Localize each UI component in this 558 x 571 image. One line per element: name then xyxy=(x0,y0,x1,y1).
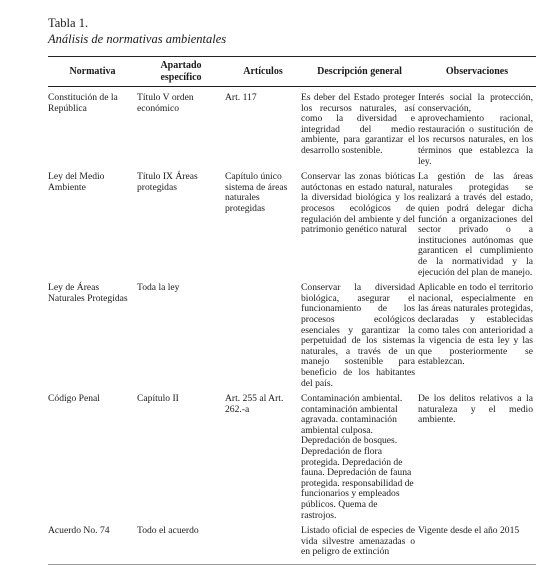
cell-articulos: Capítulo único sistema de áreas naturales protegidas xyxy=(225,171,288,214)
table-caption-number: Tabla 1. xyxy=(48,16,89,30)
cell-observaciones: La gestión de las áreas naturales protegidas se realizará a través del estado, quien podrá delegar dicha función a organizaciones del sector privado o a instituciones autónomas que garanticen el cumplimiento de la normatividad y la ejecución del plan de manejo. xyxy=(418,171,533,278)
header-observaciones: Observaciones xyxy=(418,57,536,87)
cell-apartado: Todo el acuerdo xyxy=(137,521,225,564)
cell-observaciones: Vigente desde el año 2015 xyxy=(418,521,536,564)
cell-descripcion: Listado oficial de especies de vida silvestre amenazadas o en peligro de extinción xyxy=(301,521,418,564)
cell-apartado: Título V orden económico xyxy=(137,92,194,114)
normativas-table xyxy=(48,56,536,565)
cell-normativa: Constitución de la República xyxy=(48,92,118,114)
cell-normativa: Ley de Áreas Naturales Protegidas xyxy=(48,282,128,304)
table-row xyxy=(48,521,536,564)
cell-normativa: Ley del Medio Ambiente xyxy=(48,171,105,193)
cell-apartado: Capítulo II xyxy=(137,393,179,405)
cell-descripcion: Conservar la diversidad biológica, asegurar el funcionamiento de los procesos ecológicos esenciales y garantizar la perpetuidad de los sistemas naturales, a través de un manejo sostenible para beneficio de los habitantes del país. xyxy=(301,282,415,389)
header-descripcion: Descripción general xyxy=(301,57,418,87)
cell-descripcion: Conservar las zonas bióticas autóctonas en estado natural, la diversidad biológica y los procesos ecológicos de regulación del ambiente y del patrimonio genético natural xyxy=(301,171,415,236)
header-articulos: Artículos xyxy=(225,57,301,87)
cell-normativa: Código Penal xyxy=(48,393,100,405)
cell-descripcion: Contaminación ambiental. contaminación ambiental agravada. contaminación ambiental culposa. Depredación de bosques. Depredación de flora protegida. Depredación de fauna. Depredación de fauna protegida. responsabilidad de funcionarios y empleados públicos. Quema de rastrojos. xyxy=(301,393,414,521)
cell-apartado: Título IX Áreas protegidas xyxy=(137,171,198,193)
cell-observaciones: Interés social la protección, conservación, aprovechamiento racional, restauración o sustitución de los recursos naturales, en los términos que establezca la ley. xyxy=(418,92,533,167)
header-normativa: Normativa xyxy=(48,57,137,87)
table-row xyxy=(48,87,536,168)
header-apartado: Apartado específico xyxy=(137,57,225,87)
cell-articulos: Art. 117 xyxy=(225,92,257,103)
cell-articulos xyxy=(225,278,301,389)
cell-descripcion: Es deber del Estado proteger los recursos naturales, así como la diversidad e integridad del medio ambiente, para garantizar el desarrollo sostenible. xyxy=(301,92,415,156)
cell-observaciones: Aplicable en todo el territorio nacional, especialmente en las áreas naturales protegidas, declaradas y establecidas como tales con anterioridad a la vigencia de esta ley y las que posteriormente se establezcan. xyxy=(418,282,533,368)
table-row xyxy=(48,167,536,278)
cell-articulos: Art. 255 al Art. 262.-a xyxy=(225,393,284,415)
cell-normativa: Acuerdo No. 74 xyxy=(48,521,137,564)
cell-apartado: Toda la ley xyxy=(137,282,180,294)
table-caption-title: Análisis de normativas ambientales xyxy=(48,32,227,46)
table-row xyxy=(48,389,536,521)
cell-articulos xyxy=(225,521,301,564)
cell-observaciones: De los delitos relativos a la naturaleza y el medio ambiente. xyxy=(418,393,533,426)
table-header-row xyxy=(48,57,536,87)
table-row xyxy=(48,278,536,389)
